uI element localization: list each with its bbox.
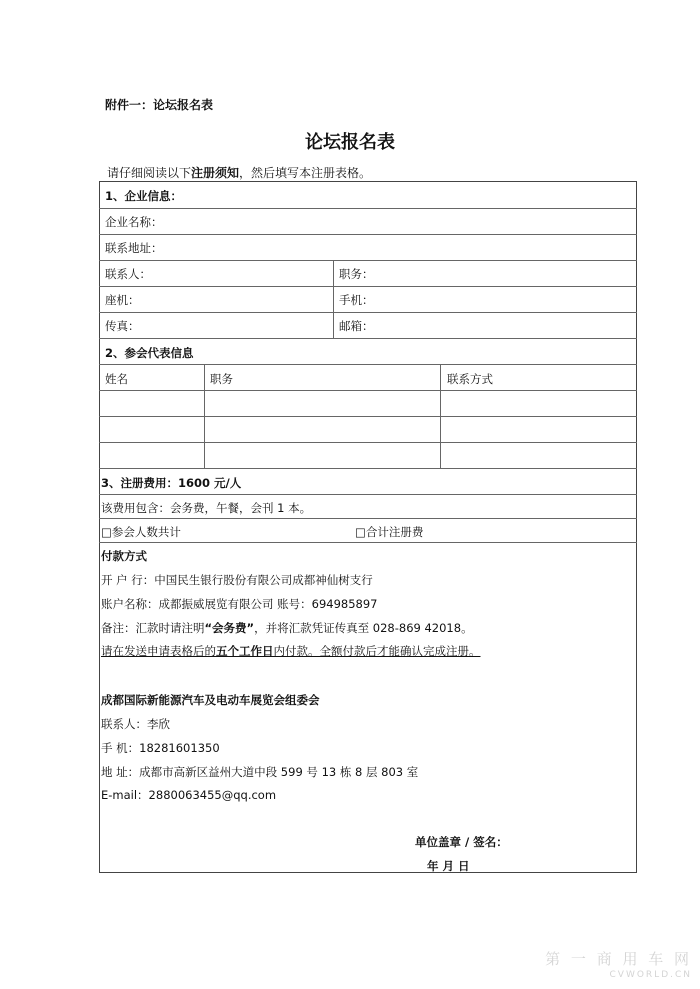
contact-person-field[interactable]: 联系人： (105, 267, 151, 281)
section-3-title: 3、注册费用：1600 元/人 (101, 476, 242, 490)
watermark-logo (545, 951, 692, 983)
mobile-field[interactable]: 手机： (339, 293, 374, 307)
payment-title: 付款方式 (101, 549, 147, 563)
attendee-name-cell[interactable] (100, 391, 203, 415)
position-field[interactable]: 职务： (339, 267, 374, 281)
attendee-name-cell[interactable] (100, 443, 203, 467)
bank-line: 开 户 行：中国民生银行股份有限公司成都神仙树支行 (101, 573, 373, 587)
fax-field[interactable]: 传真： (105, 319, 140, 333)
row-divider (99, 260, 637, 261)
email-field[interactable]: 邮箱： (339, 319, 374, 333)
row-divider (99, 364, 637, 365)
payment-note-bold: “会务费” (204, 621, 255, 635)
attendee-count-checkbox[interactable]: □参会人数共计 (101, 525, 181, 539)
instructions-bold: 注册须知 (191, 166, 240, 180)
payment-deadline (101, 643, 481, 659)
attendee-position-cell[interactable] (205, 443, 439, 467)
stamp-signature-label: 单位盖章 / 签名： (415, 835, 508, 849)
column-header-position: 职务 (210, 372, 233, 386)
instructions-text (107, 164, 371, 181)
row-divider (99, 468, 637, 469)
deadline-pre: 请在发送申请表格后的 (101, 644, 216, 658)
section-2-title: 2、参会代表信息 (105, 346, 194, 360)
instructions-post: ，然后填写本注册表格。 (239, 166, 372, 180)
date-label: 年 月 日 (427, 859, 470, 873)
row-divider (99, 208, 637, 209)
company-name-field[interactable]: 企业名称： (105, 215, 163, 229)
payment-note-pre: 备注：汇款时请注明 (101, 621, 205, 635)
organizer-email: E-mail：2880063455@qq.com (101, 788, 277, 802)
page-title: 论坛报名表 (305, 132, 395, 153)
row-divider (99, 542, 637, 543)
deadline-post: 内付款。全额付款后才能确认完成注册。 (273, 644, 481, 658)
organizer-contact: 联系人：李欣 (101, 717, 170, 731)
landline-field[interactable]: 座机： (105, 293, 140, 307)
watermark-text: 第 一 商 用 车 网 (545, 950, 692, 968)
total-fee-checkbox[interactable]: □合计注册费 (355, 525, 424, 539)
attendee-contact-cell[interactable] (441, 443, 636, 467)
row-divider (99, 234, 637, 235)
attendee-contact-cell[interactable] (441, 417, 636, 441)
attendee-position-cell[interactable] (205, 391, 439, 415)
attendee-contact-cell[interactable] (441, 391, 636, 415)
address-field[interactable]: 联系地址： (105, 241, 163, 255)
organizer-name: 成都国际新能源汽车及电动车展览会组委会 (101, 693, 320, 707)
row-divider (99, 518, 637, 519)
row-divider (99, 286, 637, 287)
row-divider (99, 494, 637, 495)
account-line: 账户名称：成都振威展览有限公司 账号：694985897 (101, 597, 378, 611)
column-header-name: 姓名 (105, 372, 128, 386)
row-divider (99, 312, 637, 313)
payment-note-post: ，并将汇款凭证传真至 028-869 42018。 (254, 621, 473, 635)
payment-note (101, 620, 473, 636)
attendee-position-cell[interactable] (205, 417, 439, 441)
instructions-pre: 请仔细阅读以下 (107, 166, 192, 180)
column-header-contact: 联系方式 (447, 372, 493, 386)
organizer-phone: 手 机：18281601350 (101, 741, 220, 755)
section-1-title: 1、企业信息： (105, 189, 183, 203)
column-divider (333, 260, 334, 338)
organizer-address: 地 址：成都市高新区益州大道中段 599 号 13 栋 8 层 803 室 (101, 765, 419, 779)
fee-includes-text: 该费用包含：会务费，午餐，会刊 1 本。 (101, 501, 312, 515)
attachment-title: 附件一：论坛报名表 (105, 98, 214, 112)
deadline-bold: 五个工作日 (216, 644, 274, 658)
row-divider (99, 338, 637, 339)
watermark-subtext: CVWORLD.CN (609, 970, 692, 980)
attendee-name-cell[interactable] (100, 417, 203, 441)
